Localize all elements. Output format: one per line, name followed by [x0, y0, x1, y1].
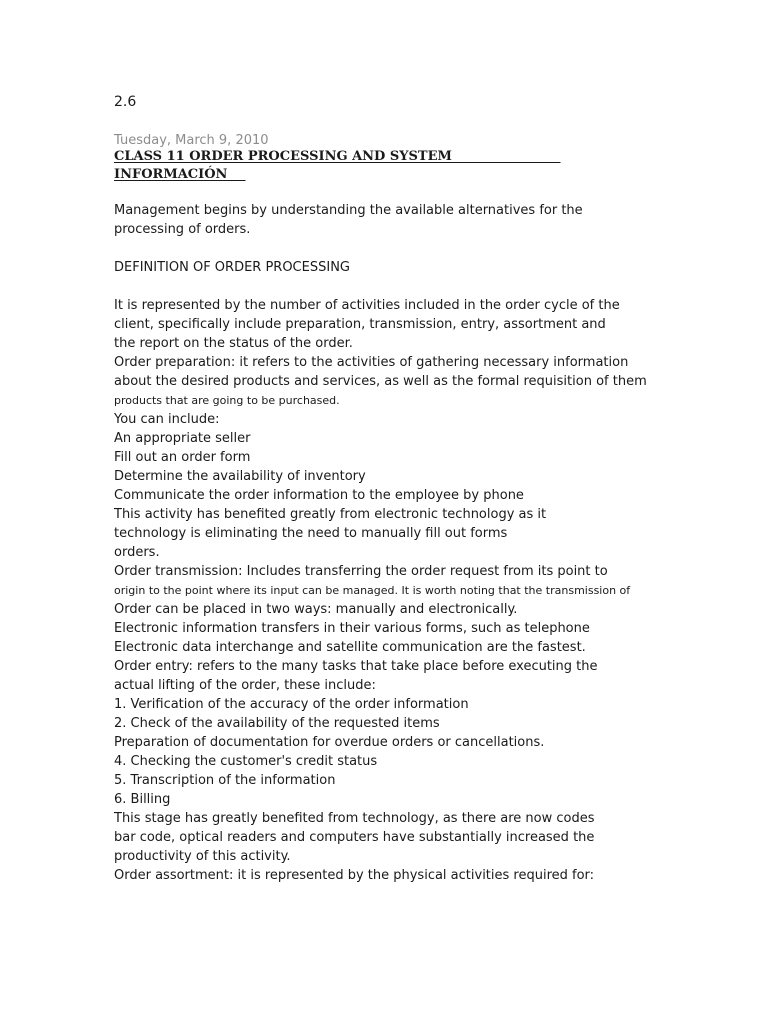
list-line: Determine the availability of inventory	[114, 469, 366, 484]
paragraph-line: client, specifically include preparation, transmission, entry, assortment and	[114, 317, 606, 332]
post-date: Tuesday, March 9, 2010	[114, 133, 269, 148]
numbered-item: 5. Transcription of the information	[114, 773, 336, 788]
paragraph-line: This activity has benefited greatly from electronic technology as it	[114, 507, 547, 522]
list-line: Preparation of documentation for overdue orders or cancellations.	[114, 735, 545, 750]
numbered-item: 4. Checking the customer's credit status	[114, 754, 378, 769]
paragraph-line: actual lifting of the order, these include:	[114, 678, 376, 693]
paragraph-line: Order preparation: it refers to the activities of gathering necessary information	[114, 355, 629, 370]
blank-line	[114, 277, 647, 296]
document-body	[114, 201, 647, 885]
paragraph-line: orders.	[114, 545, 160, 560]
paragraph-line: about the desired products and services, as well as the formal requisition of them	[114, 374, 647, 389]
paragraph-line: technology is eliminating the need to manually fill out forms	[114, 526, 508, 541]
paragraph-line: the report on the status of the order.	[114, 336, 353, 351]
paragraph-line: origin to the point where its input can be managed. It is worth noting that the transmission of	[114, 584, 631, 597]
paragraph-line: You can include:	[114, 412, 220, 427]
intro-line: Management begins by understanding the available alternatives for the	[114, 203, 583, 218]
paragraph-line: productivity of this activity.	[114, 849, 291, 864]
intro-line: processing of orders.	[114, 222, 251, 237]
paragraph-line: Order entry: refers to the many tasks that take place before executing the	[114, 659, 598, 674]
numbered-item: 2. Check of the availability of the requested items	[114, 716, 440, 731]
title-line-1: CLASS 11 ORDER PROCESSING AND SYSTEM	[114, 149, 561, 164]
list-line: An appropriate seller	[114, 431, 251, 446]
paragraph-line: It is represented by the number of activities included in the order cycle of the	[114, 298, 620, 313]
section-heading-definition: DEFINITION OF ORDER PROCESSING	[114, 260, 350, 275]
paragraph-line: This stage has greatly benefited from technology, as there are now codes	[114, 811, 595, 826]
title-line-2: INFORMACIÓN	[114, 167, 246, 182]
list-line: Communicate the order information to the employee by phone	[114, 488, 524, 503]
list-line: Fill out an order form	[114, 450, 251, 465]
paragraph-line: products that are going to be purchased.	[114, 394, 340, 407]
paragraph-line: Order assortment: it is represented by the physical activities required for:	[114, 868, 595, 883]
blank-line	[114, 239, 647, 258]
numbered-item: 1. Verification of the accuracy of the order information	[114, 697, 469, 712]
paragraph-line: Order transmission: Includes transferring the order request from its point to	[114, 564, 608, 579]
paragraph-line: Order can be placed in two ways: manually and electronically.	[114, 602, 518, 617]
paragraph-line: Electronic data interchange and satellite communication are the fastest.	[114, 640, 586, 655]
document-title	[114, 148, 561, 184]
paragraph-line: bar code, optical readers and computers have substantially increased the	[114, 830, 595, 845]
paragraph-line: Electronic information transfers in their various forms, such as telephone	[114, 621, 590, 636]
numbered-item: 6. Billing	[114, 792, 171, 807]
section-number: 2.6	[114, 94, 137, 110]
